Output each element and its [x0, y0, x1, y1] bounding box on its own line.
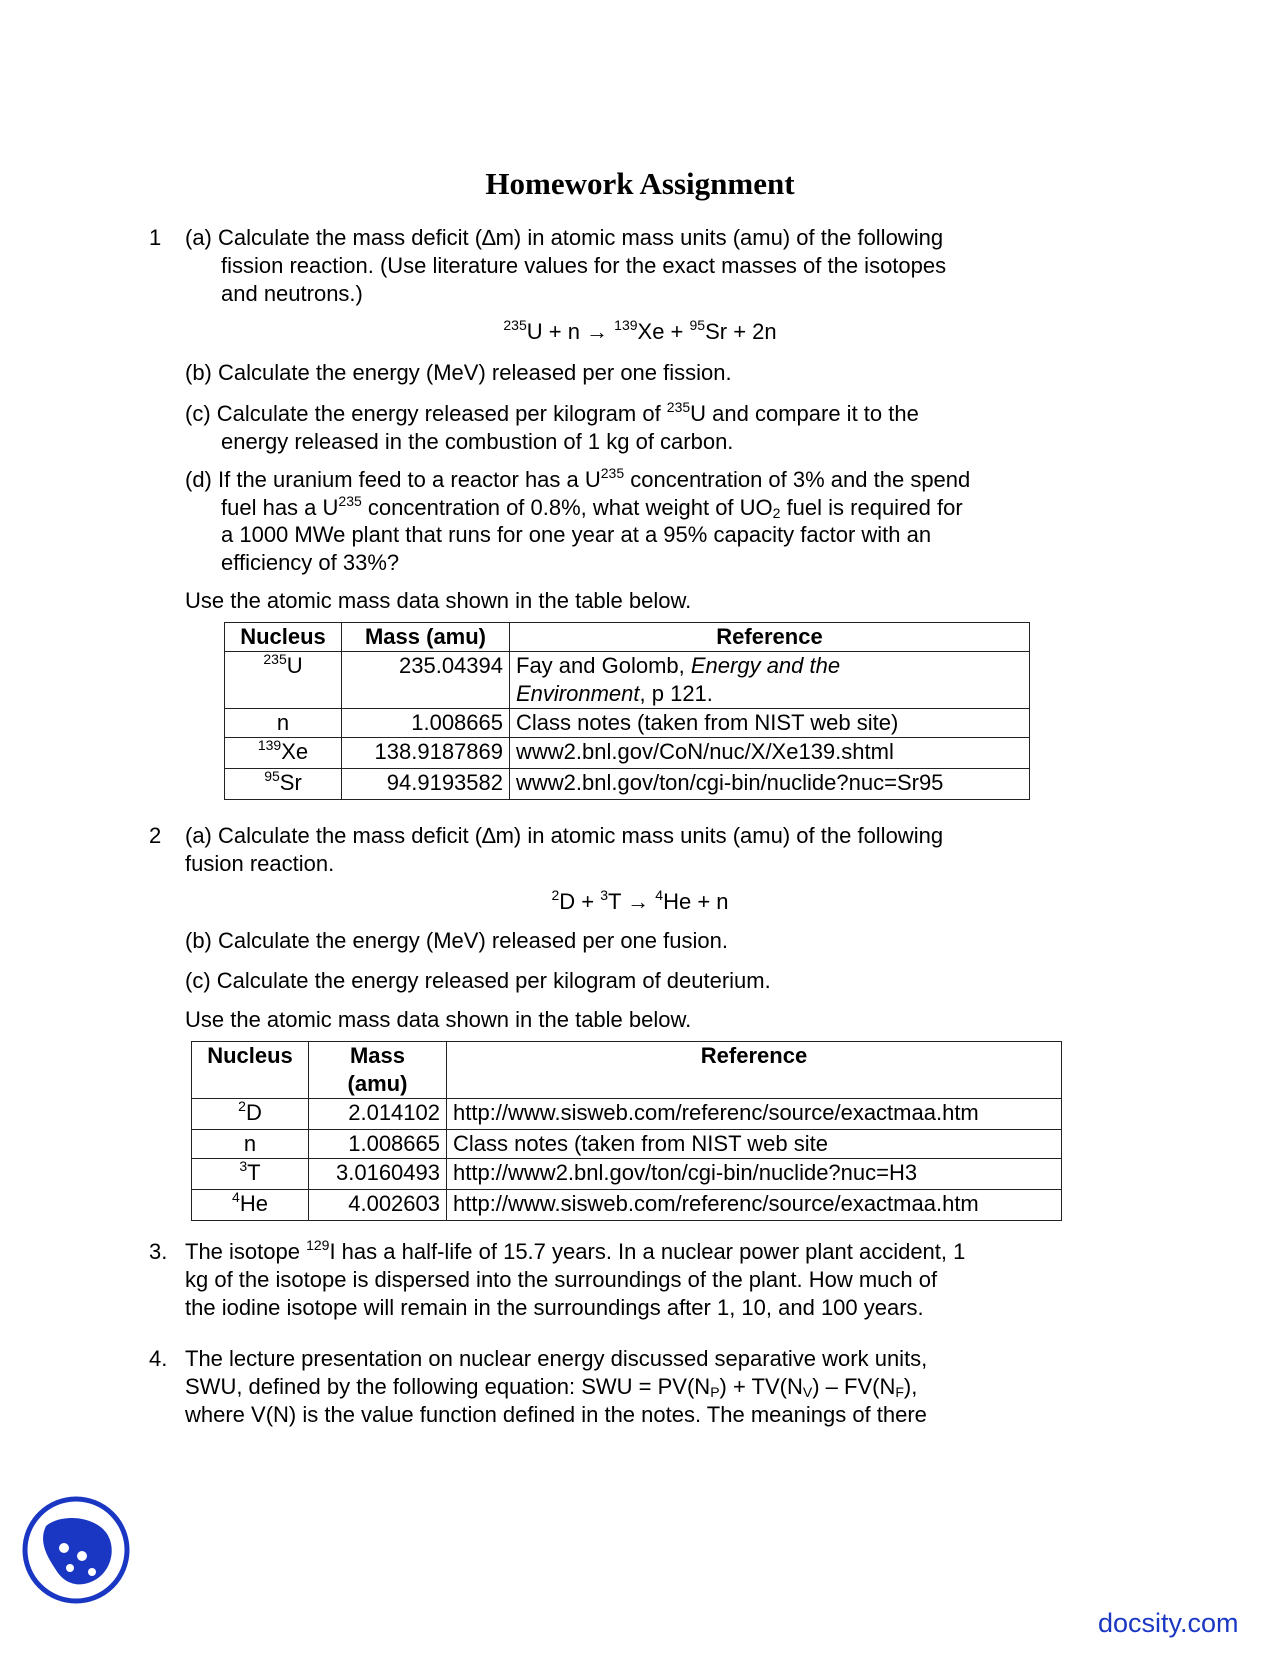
q1c-line1: (c) Calculate the energy released per kilogram of $^{235}$U and compare it to the [185, 399, 919, 426]
q2-reaction-equation: $^2$D + $^3$T → $^4$He + n [551, 887, 729, 914]
q1-mass-table [224, 622, 1030, 800]
mass-cell: 235.04394 [342, 652, 510, 709]
table-header-row [225, 623, 1030, 652]
col-header-reference: Reference [510, 623, 1030, 652]
q2-table-intro: Use the atomic mass data shown in the table below. [185, 1007, 692, 1032]
table-row [225, 709, 1030, 738]
q1d-line4: efficiency of 33%? [221, 550, 400, 575]
col-header-mass: Mass (amu) [342, 623, 510, 652]
q4-line1: The lecture presentation on nuclear energy discussed separative work units, [185, 1346, 928, 1371]
col-header-nucleus: Nucleus [225, 623, 342, 652]
q1b-text: (b) Calculate the energy (MeV) released per one fission. [185, 360, 732, 385]
q3-number: 3. [149, 1239, 168, 1264]
table-row [192, 1190, 1062, 1221]
mass-cell: 94.9193582 [342, 769, 510, 800]
table-row [225, 652, 1030, 709]
mass-cell: 3.0160493 [309, 1159, 447, 1190]
reference-cell: http://www.sisweb.com/referenc/source/exactmaa.htm [447, 1099, 1062, 1130]
q3-line3: the iodine isotope will remain in the surroundings after 1, 10, and 100 years. [185, 1295, 924, 1320]
table-row [192, 1130, 1062, 1159]
table-row [225, 738, 1030, 769]
nucleus-cell: n [225, 709, 342, 738]
mass-cell: 138.9187869 [342, 738, 510, 769]
docsity-logo-icon [22, 1496, 130, 1604]
reference-cell: Fay and Golomb, Energy and the Environment, p 121. [510, 652, 1030, 709]
q1d-line1: (d) If the uranium feed to a reactor has a $U^{235}$ concentration of 3% and the spend [185, 465, 971, 492]
q1-table-intro: Use the atomic mass data shown in the table below. [185, 588, 692, 613]
col-header-mass: Mass (amu) [309, 1042, 447, 1099]
q1c-line2: energy released in the combustion of 1 kg of carbon. [221, 429, 734, 454]
mass-cell: 1.008665 [309, 1130, 447, 1159]
q1d-line3: a 1000 MWe plant that runs for one year at a 95% capacity factor with an [221, 522, 932, 547]
q1-number: 1 [149, 225, 162, 250]
table-row [225, 769, 1030, 800]
q4-line2: SWU, defined by the following equation: SWU = $PV(N_P) + TV(N_V) - FV(N_F)$, [185, 1374, 918, 1400]
nucleus-cell: n [192, 1130, 309, 1159]
docsity-watermark-link[interactable]: docsity.com [1098, 1608, 1239, 1638]
q2-number: 2 [149, 823, 162, 848]
q1a-line2: fission reaction. (Use literature values for the exact masses of the isotopes [221, 253, 947, 278]
q2a-line2: fusion reaction. [185, 851, 335, 876]
nucleus-cell: $^3$T [192, 1159, 309, 1190]
q3-line1: The isotope $^{129}$I has a half-life of 15.7 years. In a nuclear power plant accident, 1 [185, 1237, 966, 1264]
reference-cell: http://www.sisweb.com/referenc/source/exactmaa.htm [447, 1190, 1062, 1221]
q2-mass-table [191, 1041, 1062, 1221]
col-header-reference: Reference [447, 1042, 1062, 1099]
nucleus-cell: $^{95}$Sr [225, 769, 342, 800]
q2a-line1: (a) Calculate the mass deficit (∆m) in atomic mass units (amu) of the following [185, 823, 944, 848]
q4-line3: where V(N) is the value function defined in the notes. The meanings of there [185, 1402, 927, 1427]
col-header-nucleus: Nucleus [192, 1042, 309, 1099]
q2b-text: (b) Calculate the energy (MeV) released per one fusion. [185, 928, 728, 953]
mass-cell: 1.008665 [342, 709, 510, 738]
u235-mass-number: 235 [503, 317, 527, 333]
reference-cell: www2.bnl.gov/ton/cgi-bin/nuclide?nuc=Sr95 [510, 769, 1030, 800]
reference-cell: Class notes (taken from NIST web site [447, 1130, 1062, 1159]
mass-cell: 2.014102 [309, 1099, 447, 1130]
reference-cell: Class notes (taken from NIST web site) [510, 709, 1030, 738]
nucleus-cell: $^{235}$U [225, 652, 342, 709]
nucleus-cell: $^{139}$Xe [225, 738, 342, 769]
q1a-line1: (a) Calculate the mass deficit (∆m) in atomic mass units (amu) of the following [185, 225, 944, 250]
q1d-line2: fuel has a $U^{235}$ concentration of 0.8%, what weight of $UO_2$ fuel is required for [221, 493, 963, 521]
reference-cell: www2.bnl.gov/CoN/nuc/X/Xe139.shtml [510, 738, 1030, 769]
q3-line2: kg of the isotope is dispersed into the surroundings of the plant. How much of [185, 1267, 938, 1292]
table-row [192, 1099, 1062, 1130]
q4-number: 4. [149, 1346, 168, 1371]
q1a-line3: and neutrons.) [221, 281, 363, 306]
q1-reaction-equation: $^{235}$U + n → $^{139}$Xe + $^{95}$Sr + 2n [503, 317, 777, 344]
reference-cell: http://www2.bnl.gov/ton/cgi-bin/nuclide?nuc=H3 [447, 1159, 1062, 1190]
table-row [192, 1159, 1062, 1190]
q2c-text: (c) Calculate the energy released per kilogram of deuterium. [185, 968, 771, 993]
table-header-row [192, 1042, 1062, 1099]
page-title: Homework Assignment [485, 166, 795, 201]
nucleus-cell: $^2$D [192, 1099, 309, 1130]
mass-cell: 4.002603 [309, 1190, 447, 1221]
nucleus-cell: $^4$He [192, 1190, 309, 1221]
